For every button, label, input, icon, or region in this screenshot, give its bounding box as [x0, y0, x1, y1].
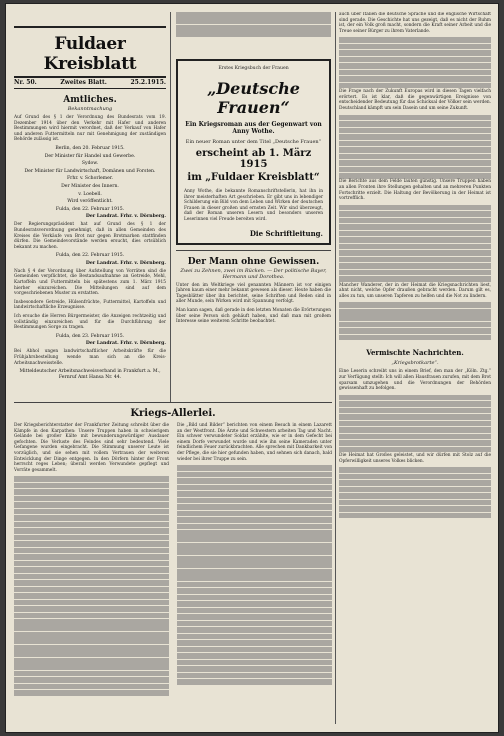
text-line: [177, 562, 332, 568]
text-line: [177, 472, 332, 478]
text-line: [177, 517, 332, 523]
text-line: [14, 580, 169, 586]
ad-header: Erstes Kriegsbuch der Frauen: [218, 66, 289, 72]
text-line: [177, 588, 332, 594]
signature: v. Loebell.: [78, 191, 102, 197]
news-subheading: „Kriegsbrotkarte“.: [391, 360, 439, 367]
text-line: [14, 664, 169, 670]
bottom-column: [177, 423, 332, 697]
text-line: [339, 414, 491, 420]
text-line: [14, 554, 169, 560]
issue-number: Nr. 50.: [14, 79, 37, 86]
text-line: [14, 619, 169, 625]
text-line: [339, 480, 491, 486]
text-line: [14, 496, 169, 502]
text-line: [339, 147, 491, 153]
article-heading: Der Mann ohne Gewissen.: [187, 256, 320, 267]
text-line: [177, 485, 332, 491]
signature: Der Minister des Innern.: [61, 183, 119, 189]
middle-column: [176, 12, 331, 402]
text-line: [14, 522, 169, 528]
text-line: [177, 543, 332, 549]
text-line: [339, 83, 491, 89]
text-line: [339, 335, 491, 341]
article-paragraph: Unter den im Weltkriege viel genannten Männern ist vor einigen Jahren kaum einer mehr bekannt gewesen als dieser. Heute haben die Tagesblätter über ihn berichtet, seine Schriften und Reden sind in aller Munde, sein Wirken wird mit Spannung verfolgt.: [176, 282, 331, 305]
issue-date: 25.2.1915.: [130, 79, 166, 86]
text-line: [14, 515, 169, 521]
text-line: [14, 593, 169, 599]
dateline: Berlin, den 20. Februar 1915.: [55, 145, 125, 151]
text-line: [14, 671, 169, 677]
text-line: [14, 651, 169, 657]
text-line: [177, 595, 332, 601]
text-line: [14, 677, 169, 683]
column-rule: [170, 12, 171, 402]
text-line: [339, 205, 491, 211]
text-line: [177, 536, 332, 542]
article-paragraph: Der Kriegsberichterstatter der Frankfurter Zeitung schreibt über die Kämpfe in den Karpathen: Unsere Truppen haben in schwierigem Gelände bei großer Kälte mit bewunderungswürdiger Ausdauer gefochten. Die Verluste des Feindes sind sehr bedeutend. Viele Gefangene wurden eingebracht. Die Stimmung unserer Leute ist vorzüglich, und sie sehen mit vollem Vertrauen der weiteren Entwicklung der Dinge entgegen. In den Dörfern hinter der Front herrscht reges Leben; überall werden Verwundete gepflegt und Vorräte gesammelt.: [14, 423, 169, 473]
text-line: [14, 483, 169, 489]
text-line: [177, 465, 332, 471]
news-heading: Vermischte Nachrichten.: [366, 348, 464, 358]
text-line: [177, 556, 332, 562]
war-miscellany-section: [14, 408, 332, 724]
text-line: [177, 634, 332, 640]
text-line: [339, 37, 491, 43]
text-line: [14, 632, 169, 638]
text-line: [177, 511, 332, 517]
text-line: [339, 128, 491, 134]
ad-footer: Die Schriftleitung.: [249, 228, 323, 238]
text-line: [339, 50, 491, 56]
text-line: [177, 653, 332, 659]
signature: Der Landrat. Frhr. v. Dörnberg.: [85, 214, 166, 220]
text-line: [339, 167, 491, 173]
article-paragraph: Ich ersuche die Herren Bürgermeister, die Anzeigen rechtzeitig und vollständig einzureichen und für die Durchführung der Bestimmungen Sorge zu tragen.: [14, 314, 166, 331]
left-column: [14, 12, 166, 402]
text-line: [339, 467, 491, 473]
text-line: [339, 63, 491, 69]
article-paragraph: Die „Bild und Bilder“ berichten von einem Besuch in einem Lazarett an der Westfront. Die Ärzte und Schwestern arbeiten Tag und Nacht. Ein schwer verwundeter Soldat erzählte, wie er in dem Gefecht bei einem Dorfe verwundet wurde und wie ihn seine Kameraden unter feindlichem Feuer zurückbrachten. Alle sprechen mit Dankbarkeit von der Pflege, die sie hier gefunden haben, und sehnen sich danach, bald wieder bei ihrer Truppe zu sein.: [177, 423, 332, 462]
signature: Frhr. v. Schorlemer.: [67, 176, 113, 182]
text-line: [339, 328, 491, 334]
text-line: [339, 322, 491, 328]
signature: Der Landrat. Frhr. v. Dörnberg.: [85, 341, 166, 347]
text-line: [14, 587, 169, 593]
notice: Mitteldeutscher Arbeitsnachweisverband in Frankfurt a. M., Fernruf Amt Hansa Nr. 44.: [19, 369, 161, 380]
article-paragraph: Mancher Wanderer, der in der Heimat die Kriegsnachrichten liest, ahnt nicht, welche Opfer draußen gebracht werden. Darum gilt es, alles zu tun, um unseren Tapferen zu helfen und die Not zu lindern.: [339, 282, 491, 299]
article-list: Insbesondere Getreide, Hülsenfrüchte, Futtermittel, Kartoffeln und landwirtschaftliche Erzeugnisse.: [14, 299, 166, 311]
article-paragraph: Die Frage nach der Zukunft Europas wird in diesen Tagen vielfach erörtert. Es ist klar, daß die gegenwärtigen Ereignisse von entscheidender Bedeutung für das Schicksal der Völker sein werden. Deutschland kämpft um sein Dasein und um seine Zukunft.: [339, 89, 491, 112]
text-line: [339, 211, 491, 217]
text-line: [177, 491, 332, 497]
text-line: [339, 57, 491, 63]
text-line: [339, 160, 491, 166]
publication-note: Wird veröffentlicht.: [67, 199, 113, 205]
text-line: [14, 528, 169, 534]
text-line: [14, 476, 169, 482]
text-line: [177, 647, 332, 653]
text-line: [14, 638, 169, 644]
ad-date: erscheint ab 1. März 1915: [195, 148, 312, 171]
text-line: [339, 506, 491, 512]
text-line: [14, 567, 169, 573]
text-line: [14, 600, 169, 606]
text-line: [339, 434, 491, 440]
text-line: [14, 658, 169, 664]
article-paragraph: Die Berichte aus dem Felde lauten günstig. Unsere Truppen haben an allen Fronten ihre Stellungen gehalten und an mehreren Punkten Fortschritte erzielt. Die Haltung der Bevölkerung in der Heimat ist vortrefflich.: [339, 179, 491, 202]
masthead-info: [14, 78, 166, 89]
text-line: [339, 315, 491, 321]
text-line: [339, 76, 491, 82]
text-line: [177, 498, 332, 504]
text-line: [339, 500, 491, 506]
text-line: [14, 690, 169, 696]
text-line: [14, 535, 169, 541]
article-paragraph: auch über Italien die deutsche Sprache und die englische Wirtschaft sind gerade. Die Geschichte hat uns gezeigt, daß es nicht der Ruhm ist, der ein Volk groß macht, sondern die Kraft seiner Arbeit und die Treue seiner Bürger zu ihrem Vaterlande.: [339, 12, 491, 34]
text-line: [339, 134, 491, 140]
text-line: [339, 395, 491, 401]
text-line: [14, 561, 169, 567]
right-column: [339, 12, 491, 572]
text-line: [339, 421, 491, 427]
text-line: [339, 440, 491, 446]
newspaper-page: [6, 4, 498, 732]
text-line: [14, 613, 169, 619]
dateline: Fulda, den 23. Februar 1915.: [55, 333, 125, 339]
text-line: [177, 608, 332, 614]
text-line: [177, 582, 332, 588]
text-line: [177, 549, 332, 555]
article-subheading: Zwei zu Zehnen, zwei im Rücken. — Der politische Bayer, Hermann und Dorothea.: [180, 267, 327, 280]
text-line: [177, 621, 332, 627]
text-line: [339, 427, 491, 433]
text-line: [339, 270, 491, 276]
text-line: [339, 237, 491, 243]
article-paragraph: Nach § 4 der Verordnung über Aufstellung von Vorräten sind die Gemeinden verpflichtet, die Bestandsaufnahme an Getreide, Mehl, Kartoffeln und Futtermitteln bis spätestens zum 1. März 1915 hierher einzureichen. Die Mitteilungen sind auf dem vorgeschriebenen Muster zu erstatten.: [14, 268, 166, 297]
novel-announcement: [176, 59, 331, 245]
section-heading: Amtliches.: [63, 95, 117, 105]
text-line: [177, 666, 332, 672]
text-line: [177, 524, 332, 530]
article-paragraph: Die Heimat hat Großes geleistet, und wir dürfen mit Stolz auf die Opferwilligkeit unseres Volkes blicken.: [339, 453, 491, 464]
text-line: [339, 408, 491, 414]
text-line: [339, 474, 491, 480]
text-line: [176, 18, 331, 24]
edition-label: Zweites Blatt.: [60, 79, 107, 86]
ad-subtitle: Ein Kriegsroman aus der Gegenwart von Anny Wothe.: [185, 121, 322, 136]
text-line: [339, 121, 491, 127]
signature: Der Minister für Handel und Gewerbe.: [44, 153, 136, 159]
text-line: [339, 250, 491, 256]
text-line: [339, 173, 491, 179]
text-line: [339, 244, 491, 250]
article-paragraph: Man kann sagen, daß gerade in den letzten Monaten die Erörterungen über seine Person sich gehäuft haben, und daß man mit großem Interesse seine weiteren Schritte beobachtet.: [176, 307, 331, 325]
text-line: [14, 489, 169, 495]
text-line: [14, 548, 169, 554]
text-line: [339, 309, 491, 315]
text-line: [177, 478, 332, 484]
text-line: [177, 679, 332, 685]
text-line: [177, 660, 332, 666]
text-line: [176, 12, 331, 18]
text-line: [14, 684, 169, 690]
article-paragraph: Auf Grund des § 1 der Verordnung des Bundesrats vom 19. Dezember 1914 über den Verkehr mit Hafer und anderen Bestimmungen wird hiermit verordnet, daß der Verkauf von Hafer und anderen Futtermitteln nur mit Genehmigung der zuständigen Behörde zulässig ist.: [14, 115, 166, 143]
article-paragraph: Der Regierungspräsident hat auf Grund des § 1 der Bundesratsverordnung genehmigt, daß in allen Gemeinden des Kreises die Verkäufe von Brot nur gegen Brotmarken stattfinden dürfen. Die Gemeindevorstände werden ersucht, dies ortsüblich bekannt zu machen.: [14, 222, 166, 250]
text-line: [339, 487, 491, 493]
text-line: [177, 640, 332, 646]
text-line: [177, 601, 332, 607]
text-line: [339, 154, 491, 160]
text-line: [14, 541, 169, 547]
text-line: [339, 447, 491, 453]
text-line: [14, 509, 169, 515]
bottom-column: [14, 423, 169, 697]
ad-intro: Ein neuer Roman unter dem Titel „Deutsche Frauen“: [185, 139, 322, 146]
ad-place: im „Fuldaer Kreisblatt“: [187, 172, 320, 184]
text-line: [14, 574, 169, 580]
text-line: [339, 224, 491, 230]
text-line: [177, 569, 332, 575]
text-line: [339, 141, 491, 147]
text-line: [14, 645, 169, 651]
ad-title: „Deutsche Frauen“: [207, 79, 300, 118]
article-paragraph: Eine Leserin schreibt uns in einem Brief, den man der „Köln. Ztg.“ zur Verfügung stellt: Ich will allen Hausfrauen zurufen, mit dem Brot sparsam umzugehen und die Verordnungen der Behörden gewissenhaft zu befolgen.: [339, 369, 491, 392]
text-line: [339, 276, 491, 282]
text-line: [339, 231, 491, 237]
text-line: [14, 502, 169, 508]
text-line: [339, 115, 491, 121]
text-line: [176, 25, 331, 31]
text-line: [177, 673, 332, 679]
text-line: [339, 513, 491, 519]
text-line: [339, 257, 491, 263]
text-line: [177, 627, 332, 633]
text-line: [14, 625, 169, 631]
text-line: [339, 218, 491, 224]
signature: Sydow.: [81, 161, 99, 167]
text-line: [177, 530, 332, 536]
text-line: [339, 401, 491, 407]
section-heading: Kriegs-Allerlei.: [130, 408, 216, 419]
masthead-title: Fuldaer Kreisblatt: [14, 26, 166, 78]
ad-body: Anny Wothe, die bekannte Romanschriftstellerin, hat ihn in ihrer meisterhaften Art geschrieben. Er gibt uns in lebendiger Schilderung ein Bild von dem Leben und Wirken der deutschen Frauen in dieser großen und ernsten Zeit. Wir sind überzeugt, daß der Roman unseren Lesern und besonders unseren Leserinnen viel Freude bereiten wird.: [184, 189, 323, 223]
text-line: [339, 493, 491, 499]
text-line: [14, 606, 169, 612]
text-line: [339, 70, 491, 76]
section-subheading: Bekanntmachung: [67, 106, 113, 112]
column-rule: [335, 12, 336, 724]
dateline: Fulda, den 22. Februar 1915.: [55, 253, 125, 259]
signature: Der Landrat. Frhr. v. Dörnberg.: [85, 260, 166, 266]
dateline: Fulda, den 22. Februar 1915.: [55, 206, 125, 212]
text-line: [339, 302, 491, 308]
text-line: [177, 575, 332, 581]
text-line: [177, 504, 332, 510]
text-line: [177, 614, 332, 620]
article-paragraph: Bei Abhol ungen landwirtschaftlicher Arbeitskräfte für die Frühjahrsbestellung wende man sich an die Kreis-Arbeitsnachweisstelle.: [14, 349, 166, 366]
signature: Der Minister für Landwirtschaft, Domänen und Forsten.: [24, 168, 156, 174]
text-line: [339, 44, 491, 50]
text-line: [176, 31, 331, 37]
text-line: [339, 263, 491, 269]
